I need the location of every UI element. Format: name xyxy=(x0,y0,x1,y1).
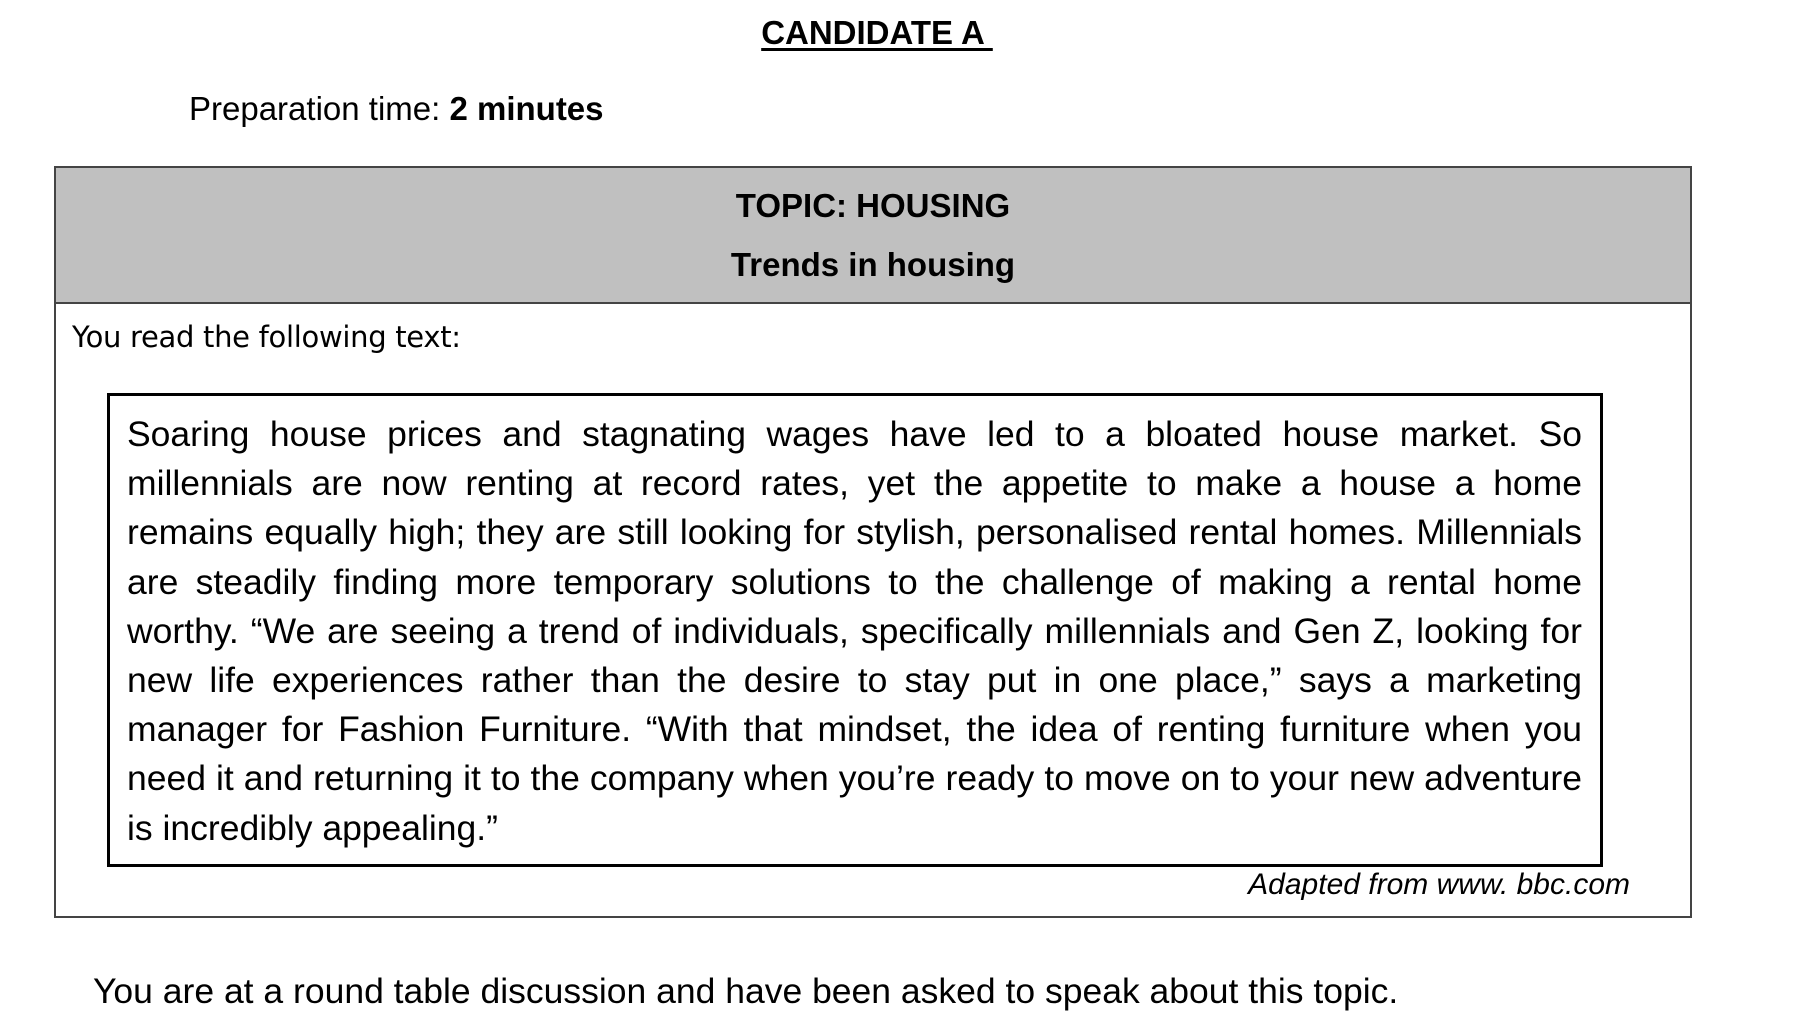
topic-subheading: Trends in housing xyxy=(730,246,1016,283)
source-attribution: Adapted from www. bbc.com xyxy=(1248,868,1630,901)
topic-header xyxy=(56,168,1690,304)
preparation-time xyxy=(189,90,604,128)
reading-instruction: You read the following text: xyxy=(72,320,461,354)
topic-heading: TOPIC: HOUSING xyxy=(735,187,1011,224)
candidate-title: CANDIDATE A xyxy=(761,14,993,51)
reading-passage-text: Soaring house prices and stagnating wages have led to a bloated house market. So millennials are now renting at record rates, yet the appetite to make a house a home remains equally high; they are still looking for stylish, personalised rental homes. Millennials are steadily finding more temporary solutions to the challenge of making a rental home worthy. “We are seeing a trend of individuals, specifically millennials and Gen Z, looking for new life experiences rather than the desire to stay put in one place,” says a marketing manager for Fashion Furniture. “With that mindset, the idea of renting furniture when you need it and returning it to the company when you’re ready to move on to your new adventure is incredibly appealing.” xyxy=(127,414,1582,848)
task-instruction: You are at a round table discussion and have been asked to speak about this topic. xyxy=(93,971,1399,1011)
topic-box xyxy=(54,166,1692,918)
preparation-value: 2 minutes xyxy=(449,90,604,127)
preparation-label: Preparation time: xyxy=(189,90,450,127)
reading-passage-box xyxy=(107,393,1603,867)
